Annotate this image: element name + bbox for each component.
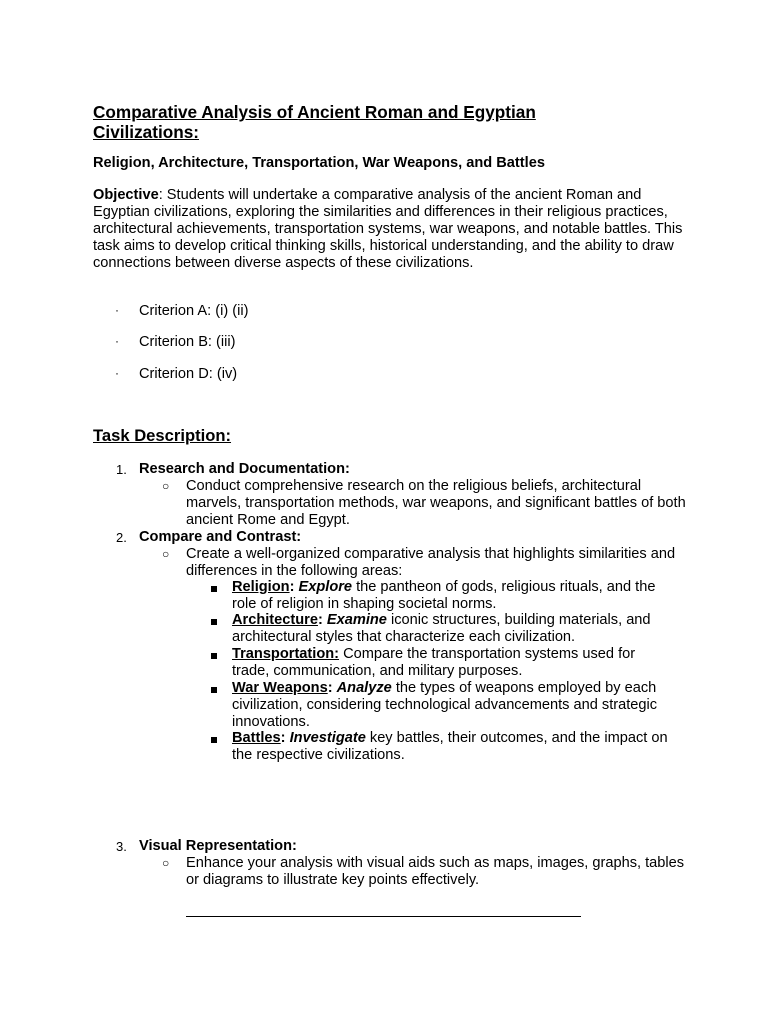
bullet-dot-icon: · <box>115 334 119 348</box>
area-term: Religion <box>232 579 290 595</box>
square-bullet-icon <box>211 586 217 592</box>
square-bullet-icon <box>211 653 217 659</box>
area-separator: : <box>327 680 337 696</box>
square-bullet-icon <box>211 737 217 743</box>
task-title: Research and Documentation: <box>139 461 350 477</box>
area-term: Transportation: <box>232 646 340 662</box>
area-text: key battles, their outcomes, and the impact on the respective civilizations. <box>232 730 668 763</box>
area-text: the pantheon of gods, religious rituals, and the role of religion in shaping societal norms. <box>232 579 656 612</box>
document-title: Comparative Analysis of Ancient Roman and Egyptian Civilizations: <box>93 102 536 142</box>
objective-paragraph <box>93 187 693 272</box>
area-text: the types of weapons employed by each civilization, considering technological advancements and strategic innovations. <box>232 680 658 730</box>
criterion-text: Criterion D: (iv) <box>139 366 238 382</box>
area-text: Compare the transportation systems used for trade, communication, and military purposes. <box>232 646 636 679</box>
area-verb: Examine <box>326 612 387 628</box>
bullet-dot-icon: · <box>115 366 119 380</box>
task-number: 2. <box>116 530 127 545</box>
objective-text: : Students will undertake a comparative analysis of the ancient Roman and Egyptian civilizations, exploring the similarities and differences in their religious practices, architectural achievements, transportation systems, war weapons, and notable battles. This task aims to develop critical thinking skills, historical understanding, and the ability to draw connections between diverse aspects of these civilizations. <box>93 187 683 271</box>
criterion-text: Criterion B: (iii) <box>139 334 236 350</box>
area-item-battles <box>232 730 682 764</box>
bullet-dot-icon: · <box>115 303 119 317</box>
objective-label: Objective <box>93 187 159 203</box>
hollow-circle-bullet-icon: ○ <box>162 856 170 870</box>
area-verb: Explore <box>298 579 353 595</box>
area-separator: : <box>317 612 327 628</box>
area-term: War Weapons <box>232 680 328 696</box>
area-separator: : <box>280 730 290 746</box>
area-separator: : <box>289 579 299 595</box>
hollow-circle-bullet-icon: ○ <box>162 547 170 561</box>
task-description-text: Enhance your analysis with visual aids such as maps, images, graphs, tables or diagrams to illustrate key points effectively. <box>186 855 685 888</box>
area-item-transportation <box>232 646 672 680</box>
task-title: Visual Representation: <box>139 838 297 854</box>
area-item-war-weapons <box>232 680 662 731</box>
task-description-text: Create a well-organized comparative analysis that highlights similarities and differences in the following areas: <box>186 546 676 579</box>
task-title: Compare and Contrast: <box>139 529 302 545</box>
area-verb: Investigate <box>289 730 366 746</box>
area-term: Battles <box>232 730 281 746</box>
area-term: Architecture <box>232 612 318 628</box>
square-bullet-icon <box>211 687 217 693</box>
document-subtitle: Religion, Architecture, Transportation, War Weapons, and Battles <box>93 155 545 171</box>
task-description-heading: Task Description: <box>93 426 232 445</box>
area-verb: Analyze <box>336 680 392 696</box>
area-text: iconic structures, building materials, and architectural styles that characterize each civilization. <box>232 612 651 645</box>
task-number: 3. <box>116 839 127 854</box>
area-item-religion <box>232 579 682 613</box>
horizontal-rule-line <box>186 916 581 917</box>
square-bullet-icon <box>211 619 217 625</box>
area-item-architecture <box>232 612 652 646</box>
task-description-text: Conduct comprehensive research on the religious beliefs, architectural marvels, transportation methods, war weapons, and significant battles of both ancient Rome and Egypt. <box>186 478 686 528</box>
hollow-circle-bullet-icon: ○ <box>162 479 170 493</box>
task-number: 1. <box>116 462 127 477</box>
criterion-text: Criterion A: (i) (ii) <box>139 303 249 319</box>
